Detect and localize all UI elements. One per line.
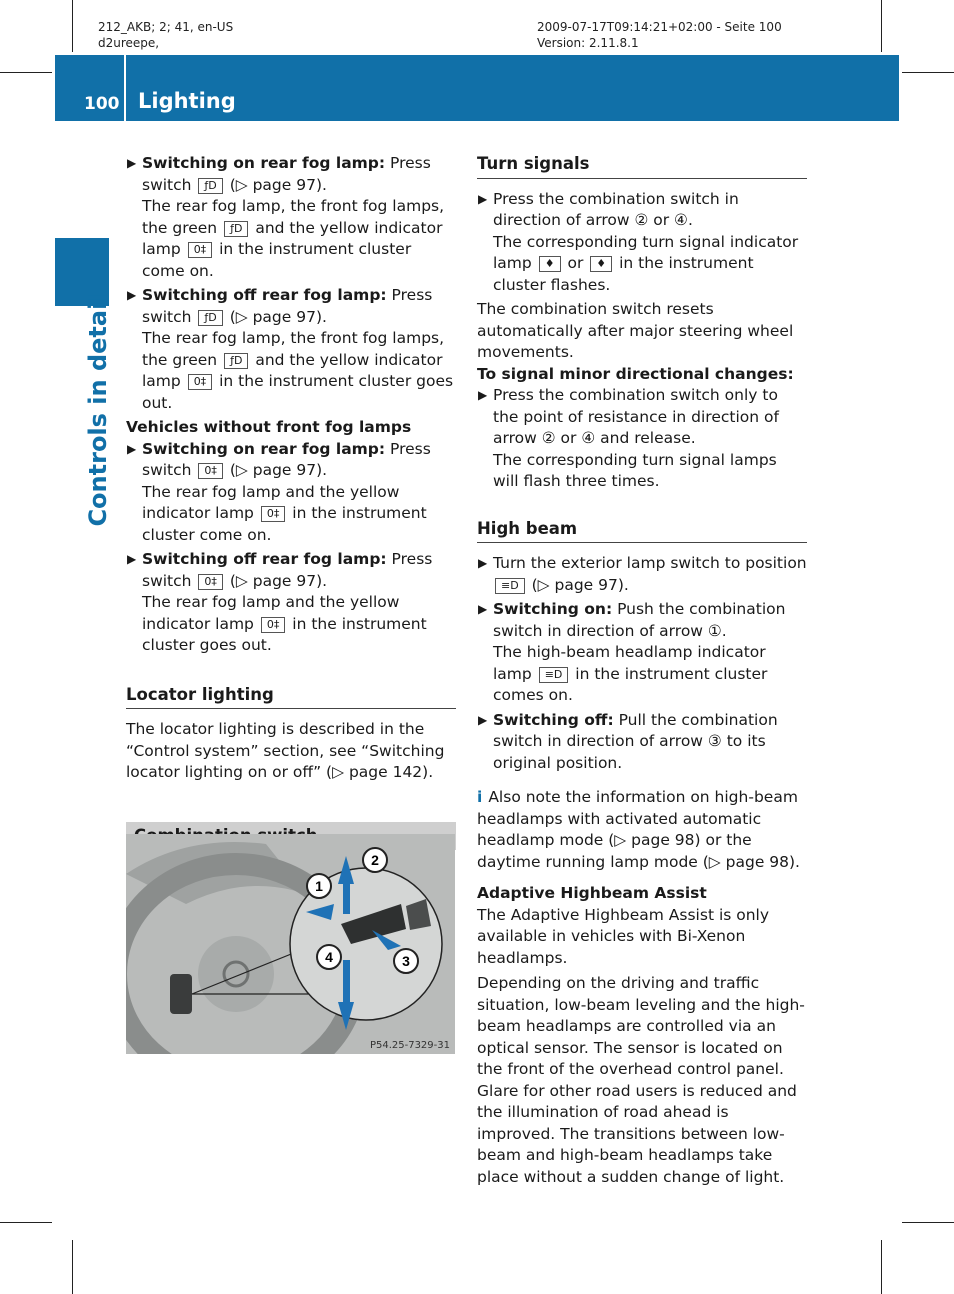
list-item xyxy=(477,599,807,707)
crop-mark xyxy=(881,1240,882,1294)
high-beam-heading: High beam xyxy=(477,518,807,544)
result-text: in the instrument cluster flashes. xyxy=(493,254,754,294)
locator-lighting-text: The locator lighting is described in the “Control system” section, see “Switching locator lighting on or off” (▷ page 142). xyxy=(126,720,445,781)
step-text: Turn the exterior lamp switch to position xyxy=(493,554,807,572)
aha-paragraph: Depending on the driving and traffic situation, low-beam leveling and the high-beam headlamps are controlled via an optical sensor. The sensor is located on the front of the overhead control panel. Glare for other road users is reduced and the illumination of road ahead is improved. The transitions between low-beam and high-beam headlamps take place without a sudden change of light. xyxy=(477,974,805,1186)
front-fog-icon: ƒD xyxy=(198,178,222,194)
result-text: The corresponding turn signal indicator lamp xyxy=(493,232,799,272)
result-text: and the yellow indicator lamp xyxy=(142,350,443,390)
info-icon: i xyxy=(477,788,483,806)
locator-lighting-heading: Locator lighting xyxy=(126,684,456,710)
turn-reset-text: The combination switch resets automatically after major steering wheel movements. xyxy=(477,300,794,361)
figure-code: P54.25-7329-31 xyxy=(369,1040,450,1051)
front-fog-icon: ƒD xyxy=(224,353,248,369)
step-result xyxy=(142,196,456,282)
result-text: The high-beam headlamp indicator lamp xyxy=(493,643,766,683)
step-label: Switching on: xyxy=(493,600,613,618)
left-column xyxy=(126,153,456,850)
crop-mark xyxy=(72,0,73,52)
bullet-arrow-icon: ▶ xyxy=(478,191,488,206)
step-text: Press switch xyxy=(142,286,433,326)
rear-fog-icon: 0‡ xyxy=(198,574,223,590)
arrow-4-label: 4 xyxy=(325,949,333,965)
page-ref: (▷ page 97). xyxy=(526,575,629,594)
high-beam-icon: ≡D xyxy=(539,667,569,683)
meta-line: 2009-07-17T09:14:21+02:00 - Seite 100 xyxy=(537,20,782,34)
arrow-1-label: 1 xyxy=(315,878,323,894)
page-number: 100 xyxy=(84,94,120,114)
step-text: Press the combination switch in direction of arrow ② or ④. xyxy=(493,189,739,229)
page-ref: (▷ page 97). xyxy=(224,175,327,194)
bullet-arrow-icon: ▶ xyxy=(127,441,137,456)
result-text: in the instrument cluster comes on. xyxy=(493,664,768,704)
list-item xyxy=(477,710,807,775)
bullet-arrow-icon: ▶ xyxy=(478,556,488,570)
front-fog-icon: ƒD xyxy=(224,221,248,237)
subheading: Vehicles without front fog lamps xyxy=(126,418,412,436)
step-result xyxy=(493,232,807,297)
print-meta-left xyxy=(98,19,233,51)
result-text: and the yellow indicator lamp xyxy=(142,218,443,258)
arrow-2-label: 2 xyxy=(371,852,379,868)
bullet-arrow-icon: ▶ xyxy=(127,288,137,302)
print-meta-right xyxy=(537,19,782,51)
info-note xyxy=(477,787,807,873)
side-tab-label: Controls in detail xyxy=(84,293,112,527)
rear-fog-icon: 0‡ xyxy=(261,617,286,633)
turn-right-icon: ♦ xyxy=(539,256,561,272)
combination-switch-illustration xyxy=(126,834,455,1054)
step-label: Switching off: xyxy=(493,710,614,729)
result-text: in the instrument cluster goes out. xyxy=(142,372,454,412)
list-item xyxy=(477,385,807,493)
bullet-arrow-icon: ▶ xyxy=(478,388,488,402)
front-fog-icon: ƒD xyxy=(198,310,222,326)
rear-fog-icon: 0‡ xyxy=(198,463,223,479)
result-text: or xyxy=(562,254,589,272)
bullet-arrow-icon: ▶ xyxy=(127,156,137,170)
step-text: Press the combination switch only to the point of resistance in direction of arrow ② or ④ and release. xyxy=(493,386,779,447)
crop-mark xyxy=(0,1222,52,1223)
list-item xyxy=(126,439,456,547)
lamp-switch-position-icon: ≡D xyxy=(495,578,525,594)
result-text: in the instrument cluster come on. xyxy=(142,504,427,544)
step-text: Pull the combination switch in direction of arrow ③ to its original position. xyxy=(493,710,778,772)
crop-mark xyxy=(902,72,954,73)
crop-mark xyxy=(902,1222,954,1223)
header-divider xyxy=(124,55,126,121)
result-text: in the instrument cluster goes out. xyxy=(142,614,427,654)
info-text: Also note the information on high-beam headlamps with activated automatic headlamp mode (▷ page 98) or the daytime running lamp mode (▷ page 98). xyxy=(477,788,800,871)
crop-mark xyxy=(0,72,52,73)
bullet-arrow-icon: ▶ xyxy=(127,552,137,566)
step-result xyxy=(142,328,456,414)
result-text: The rear fog lamp, the front fog lamps, the green xyxy=(142,197,445,237)
subheading: To signal minor directional changes: xyxy=(477,364,794,383)
step-result xyxy=(493,642,807,707)
list-item xyxy=(477,553,807,596)
list-item xyxy=(477,189,807,297)
meta-line: Version: 2.11.8.1 xyxy=(537,36,639,50)
step-label: Switching off rear fog lamp: xyxy=(142,286,387,304)
step-label: Switching off rear fog lamp: xyxy=(142,550,387,568)
list-item xyxy=(126,285,456,414)
step-label: Switching on rear fog lamp: xyxy=(142,154,386,172)
page-ref: (▷ page 97). xyxy=(224,571,328,590)
step-text: Push the combination switch in direction of arrow ①. xyxy=(493,600,786,640)
meta-line: d2ureepe, xyxy=(98,36,160,50)
subheading: Adaptive Highbeam Assist xyxy=(477,884,707,902)
page-ref: (▷ page 97). xyxy=(224,461,328,479)
result-text: The rear fog lamp and the yellow indicator lamp xyxy=(142,482,400,522)
rear-fog-icon: 0‡ xyxy=(188,374,213,390)
page-ref: (▷ page 97). xyxy=(224,307,327,326)
arrow-3-label: 3 xyxy=(402,953,410,969)
list-item xyxy=(126,549,456,657)
step-label: Switching on rear fog lamp: xyxy=(142,439,386,458)
list-item xyxy=(126,153,456,282)
right-column xyxy=(477,153,807,1188)
step-text: Press switch xyxy=(142,439,431,479)
step-text: Press switch xyxy=(142,154,431,194)
bullet-arrow-icon: ▶ xyxy=(478,712,488,727)
crop-mark xyxy=(881,0,882,52)
step-result: The corresponding turn signal lamps will flash three times. xyxy=(493,450,777,490)
bullet-arrow-icon: ▶ xyxy=(478,602,488,616)
step-result xyxy=(142,482,456,547)
section-title: Lighting xyxy=(138,89,236,113)
step-text: Press switch xyxy=(142,550,433,590)
aha-paragraph: The Adaptive Highbeam Assist is only available in vehicles with Bi-Xenon headlamps. xyxy=(477,905,770,967)
turn-signals-heading: Turn signals xyxy=(477,153,807,179)
meta-line: 212_AKB; 2; 41, en-US xyxy=(98,20,234,34)
combination-switch-figure xyxy=(126,834,455,1054)
turn-left-icon: ♦ xyxy=(590,256,612,272)
crop-mark xyxy=(72,1240,73,1294)
result-text: The rear fog lamp, the front fog lamps, the green xyxy=(142,329,445,369)
step-result xyxy=(142,592,456,657)
rear-fog-icon: 0‡ xyxy=(188,242,213,258)
rear-fog-icon: 0‡ xyxy=(261,506,286,522)
result-text: The rear fog lamp and the yellow indicator lamp xyxy=(142,593,400,633)
result-text: in the instrument cluster come on. xyxy=(142,240,412,280)
